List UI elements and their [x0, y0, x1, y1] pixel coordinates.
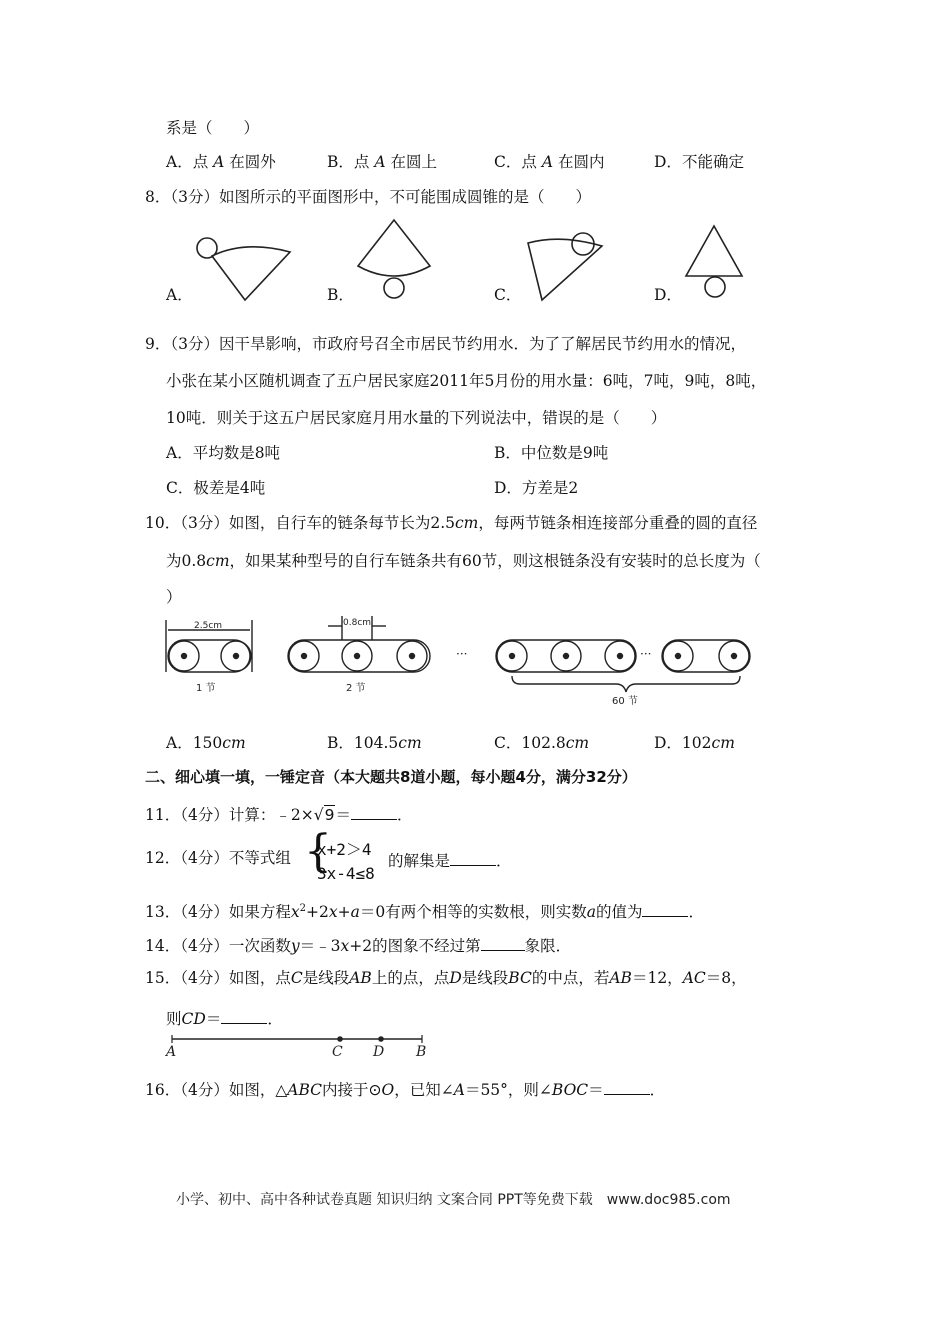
q8-b-circle	[384, 278, 404, 298]
chain-sixty-links	[496, 640, 750, 692]
q12-answer-blank	[450, 851, 496, 866]
chain-dia-label: 0.8cm	[343, 618, 372, 628]
q8-figure-a	[190, 228, 300, 308]
label-d: D	[373, 1044, 385, 1060]
q10-option-b: B．104.5cm	[327, 734, 422, 752]
q14-answer-blank	[481, 936, 525, 951]
q12-inequality-1: x+2＞4	[317, 840, 372, 859]
q16-answer-blank	[604, 1080, 650, 1095]
q10-line-2: 为0.8cm，如果某种型号的自行车链条共有60节，则这根链条没有安装时的总长度为（	[166, 552, 761, 570]
q11-radicand: 9	[324, 806, 335, 824]
chain-ellipsis-2: ···	[640, 647, 652, 661]
q8-stem: 8．（3分）如图所示的平面图形中，不可能围成圆锥的是（ ）	[145, 188, 591, 206]
q13-answer-blank	[642, 902, 688, 917]
q9-line-2: 小张在某小区随机调查了五户居民家庭2011年5月份的用水量：6吨，7吨，9吨，8吨，	[166, 372, 767, 390]
q9-option-c: C．极差是4吨	[166, 479, 266, 497]
q14: 14．（4分）一次函数y＝﹣3x+2的图象不经过第 象限．	[145, 937, 572, 955]
page-footer: 小学、初中、高中各种试卷真题 知识归纳 文案合同 PPT等免费下载 www.doc985.com	[176, 1192, 731, 1208]
q15-line-2: 则CD＝ ．	[166, 1010, 283, 1028]
q10-line-3: ）	[166, 588, 182, 606]
chain-one-label: 1 节	[196, 683, 216, 694]
q10-chain-figure	[160, 612, 760, 722]
q8-label-b: B．	[327, 286, 354, 304]
q8-figure-d	[680, 222, 750, 312]
chain-length-label: 2.5cm	[194, 621, 223, 631]
q8-d-circle	[705, 277, 725, 297]
q8-c-circle	[572, 233, 594, 255]
q16: 16．（4分）如图，△ABC内接于⊙O，已知∠A＝55°，则∠BOC＝ ．	[145, 1081, 666, 1099]
q7-option-c: C．点 A 在圆内	[494, 153, 605, 171]
q15-answer-blank	[221, 1009, 267, 1024]
q8-a-sector	[212, 247, 290, 300]
point-d	[378, 1036, 384, 1042]
q8-label-a: A．	[166, 286, 193, 304]
q8-b-sector	[358, 220, 430, 276]
q11: 11．（4分）计算：﹣2×√9＝ ．	[145, 806, 413, 824]
q8-figure-b	[350, 218, 440, 308]
q12-prefix: 12．（4分）不等式组	[145, 849, 291, 867]
q10-option-c: C．102.8cm	[494, 734, 590, 752]
sqrt-symbol: √	[313, 806, 324, 824]
chain-ellipsis-1: ···	[456, 647, 468, 661]
q9-line-1: 9．（3分）因干旱影响，市政府号召全市居民节约用水．为了了解居民节约用水的情况，	[145, 335, 746, 353]
q11-answer-blank	[351, 805, 397, 820]
q13: 13．（4分）如果方程$x^2+2x+a=0$有两个相等的实数根，则实数a的值为 ．	[145, 902, 704, 921]
q10-line-1: 10．（3分）如图，自行车的链条每节长为2.5cm，每两节链条相连接部分重叠的圆的直径	[145, 514, 758, 532]
label-a: A	[166, 1044, 177, 1060]
section-2-title: 二、细心填一填，一锤定音（本大题共8道小题，每小题4分，满分32分）	[145, 768, 637, 786]
q7-option-b: B．点 A 在圆上	[327, 153, 437, 171]
q8-d-triangle	[686, 226, 742, 276]
q8-label-d: D．	[654, 286, 682, 304]
q9-line-3: 10吨．则关于这五户居民家庭月用水量的下列说法中，错误的是（ ）	[166, 409, 667, 427]
q9-option-a: A．平均数是8吨	[166, 444, 281, 462]
q15-segment-figure	[164, 1032, 434, 1062]
chain-two-label: 2 节	[346, 683, 366, 694]
q15-line-1: 15．（4分）如图，点C是线段AB上的点，点D是线段BC的中点，若AB＝12，AC＝8，	[145, 969, 747, 987]
q8-c-sector	[528, 239, 602, 300]
q10-option-a: A．150cm	[166, 734, 246, 752]
q9-option-b: B．中位数是9吨	[494, 444, 609, 462]
point-c	[337, 1036, 343, 1042]
q9-option-d: D．方差是2	[494, 479, 579, 497]
q7-option-d: D．不能确定	[654, 153, 744, 171]
q12-inequality-2: 3x-4≤8	[317, 864, 375, 883]
label-c: C	[332, 1044, 343, 1060]
circle-dot-icon: ⊙	[368, 1081, 382, 1099]
q10-option-d: D．102cm	[654, 734, 735, 752]
q12-suffix: 的解集是 ．	[388, 852, 512, 870]
q7-stem-cont: 系是（ ）	[166, 119, 260, 137]
q7-option-a: A．点 A 在圆外	[166, 153, 276, 171]
label-b: B	[416, 1044, 427, 1060]
chain-sixty-label: 60 节	[612, 696, 638, 707]
q12-left-brace: {	[304, 826, 332, 877]
q8-label-c: C．	[494, 286, 522, 304]
q8-figure-c	[520, 228, 630, 308]
